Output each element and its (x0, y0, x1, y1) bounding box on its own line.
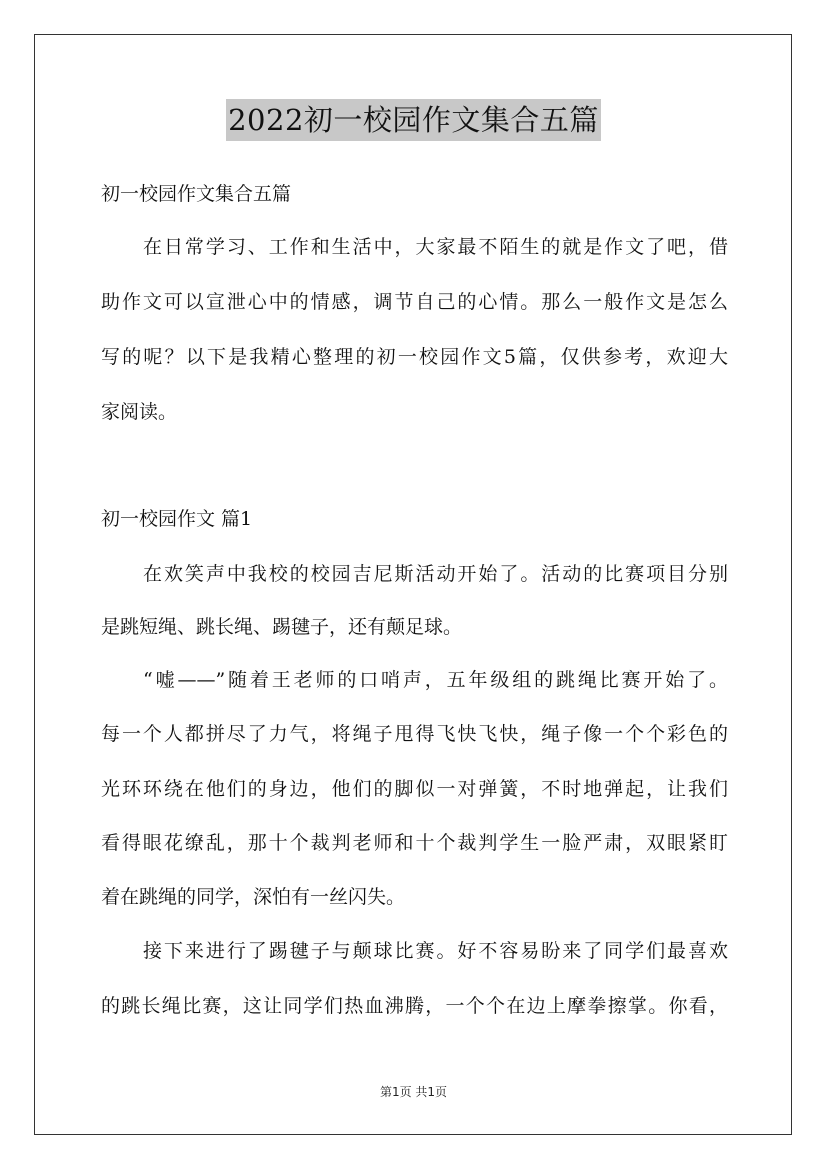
title-wrapper (0, 99, 827, 141)
intro-line: 写的呢？以下是我精心整理的初一校园作文5篇，仅供参考，欢迎大 (101, 346, 728, 368)
body-line: 是跳短绳、跳长绳、踢毽子，还有颠足球。 (101, 616, 463, 638)
body-line: 接下来进行了踢毽子与颠球比赛。好不容易盼来了同学们最喜欢 (143, 940, 728, 962)
page-footer: 第1页 共1页 (379, 1085, 448, 1099)
body-line: “嘘——”随着王老师的口哨声，五年级组的跳绳比赛开始了。 (143, 669, 728, 691)
intro-line: 助作文可以宣泄心中的情感，调节自己的心情。那么一般作文是怎么 (101, 291, 728, 313)
section-heading: 初一校园作文 篇1 (101, 508, 253, 530)
body-line: 光环环绕在他们的身边，他们的脚似一对弹簧，不时地弹起，让我们 (101, 778, 728, 800)
body-line: 在欢笑声中我校的校园吉尼斯活动开始了。活动的比赛项目分别 (143, 563, 728, 585)
document-subtitle: 初一校园作文集合五篇 (101, 183, 292, 205)
body-line: 着在跳绳的同学，深怕有一丝闪失。 (101, 886, 406, 908)
intro-line: 家阅读。 (101, 401, 178, 423)
body-line: 每一个人都拼尽了力气，将绳子甩得飞快飞快，绳子像一个个彩色的 (101, 723, 728, 745)
body-line: 看得眼花缭乱，那十个裁判老师和十个裁判学生一脸严肃，双眼紧盯 (101, 832, 728, 854)
body-line: 的跳长绳比赛，这让同学们热血沸腾，一个个在边上摩拳擦掌。你看， (101, 995, 728, 1017)
intro-line: 在日常学习、工作和生活中，大家最不陌生的就是作文了吧，借 (143, 236, 728, 258)
document-title: 2022初一校园作文集合五篇 (226, 99, 601, 141)
